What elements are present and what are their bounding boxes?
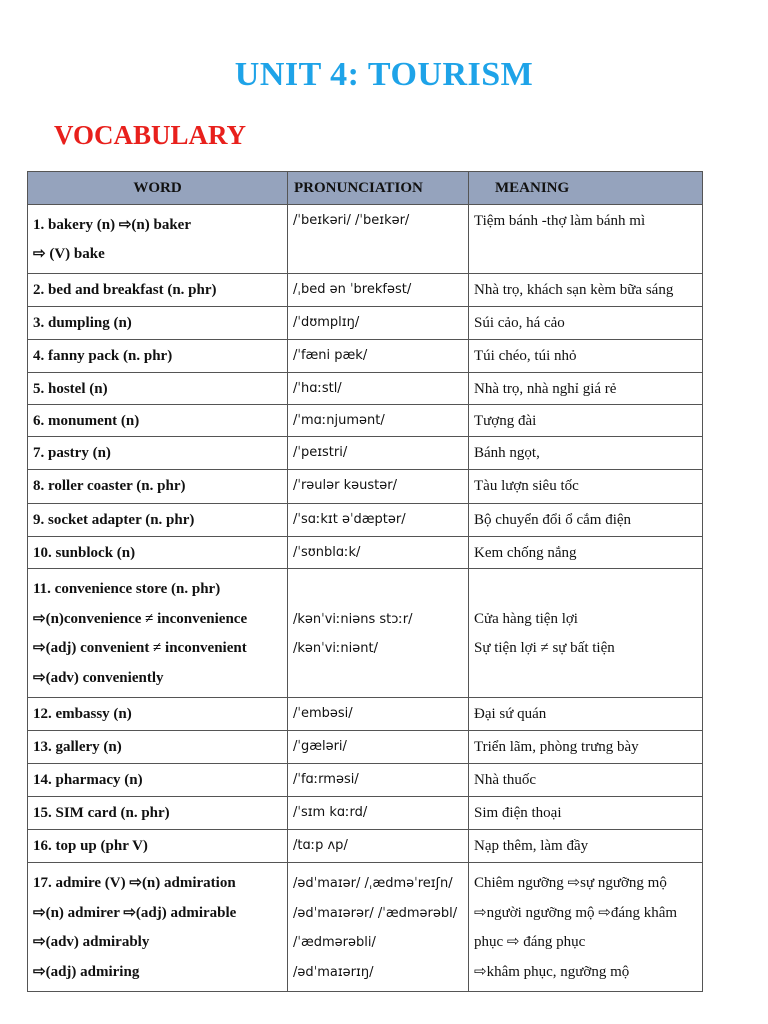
meaning-text: Chiêm ngưỡng ⇨sự ngưỡng mộ [474, 875, 667, 891]
word-text: 3. dumpling (n) [33, 315, 132, 331]
pronunciation-cell [288, 698, 469, 731]
pronunciation-cell [288, 863, 469, 992]
pronunciation-text: /ˌbed ən ˈbrekfəst/ [293, 282, 412, 297]
meaning-text: Cửa hàng tiện lợi [474, 610, 578, 627]
meaning-cell [469, 340, 703, 373]
pronunciation-text: /ˈsʊnblɑːk/ [293, 545, 361, 560]
pronunciation-cell [288, 764, 469, 797]
pronunciation-text: /ˈembəsi/ [293, 706, 353, 721]
vocabulary-table [27, 171, 703, 992]
meaning-cell [469, 698, 703, 731]
table-row [28, 830, 703, 863]
meaning-cell [469, 437, 703, 470]
word-text: ⇨(n) admirer ⇨(adj) admirable [33, 904, 237, 921]
word-cell [28, 764, 288, 797]
pronunciation-text: /ˈpeɪstri/ [293, 445, 348, 460]
meaning-text: Tiệm bánh -thợ làm bánh mì [474, 213, 646, 229]
meaning-cell [469, 764, 703, 797]
meaning-cell [469, 205, 703, 274]
meaning-cell [469, 863, 703, 992]
word-text: ⇨(n)convenience ≠ inconvenience [33, 610, 248, 627]
word-text: 1. bakery (n) ⇨(n) baker [33, 217, 191, 233]
pronunciation-text: /ˈbeɪkəri/ /ˈbeɪkər/ [293, 213, 410, 228]
word-cell [28, 470, 288, 504]
meaning-cell [469, 274, 703, 307]
word-text: 13. gallery (n) [33, 739, 122, 755]
meaning-text: phục ⇨ đáng phục [474, 934, 586, 950]
table-row [28, 373, 703, 405]
pronunciation-text: /ˈædmərəbli/ [293, 935, 376, 950]
pronunciation-cell [288, 537, 469, 569]
pronunciation-text: /kənˈviːniənt/ [293, 641, 378, 656]
word-text: 5. hostel (n) [33, 381, 108, 397]
word-cell [28, 373, 288, 405]
pronunciation-text: /ədˈmaɪərɪŋ/ [293, 964, 374, 980]
meaning-text: Túi chéo, túi nhỏ [474, 348, 577, 364]
table-row [28, 307, 703, 340]
table-row [28, 698, 703, 731]
table-row [28, 731, 703, 764]
section-title: VOCABULARY [54, 120, 247, 150]
pronunciation-cell [288, 437, 469, 470]
pronunciation-text: /ˈhɑːstl/ [293, 381, 342, 396]
pronunciation-cell [288, 205, 469, 274]
word-cell [28, 537, 288, 569]
word-cell [28, 437, 288, 470]
word-cell [28, 340, 288, 373]
pronunciation-text: /kənˈviːniəns stɔːr/ [293, 611, 413, 627]
meaning-text: Nhà thuốc [474, 772, 537, 788]
table-row [28, 205, 703, 274]
word-text: 10. sunblock (n) [33, 545, 136, 561]
word-text: ⇨(adv) admirably [33, 934, 150, 950]
pronunciation-cell [288, 569, 469, 698]
word-cell [28, 405, 288, 437]
word-text: 14. pharmacy (n) [33, 772, 143, 788]
table-row [28, 797, 703, 830]
word-cell [28, 504, 288, 537]
word-text: 7. pastry (n) [33, 445, 111, 461]
pronunciation-text: /ˈdʊmplɪŋ/ [293, 315, 360, 330]
pronunciation-text: /ˈgæləri/ [293, 739, 347, 754]
word-cell [28, 731, 288, 764]
word-cell [28, 307, 288, 340]
table-row [28, 504, 703, 537]
word-text: 11. convenience store (n. phr) [33, 581, 221, 597]
word-text: 12. embassy (n) [33, 706, 132, 722]
column-header-word: WORD [28, 172, 288, 205]
pronunciation-text: /ˈrəulər kəustər/ [293, 478, 397, 493]
meaning-text: ⇨khâm phục, ngưỡng mộ [474, 963, 630, 980]
word-cell [28, 830, 288, 863]
pronunciation-text: /ˈfɑːrməsi/ [293, 772, 359, 787]
pronunciation-cell [288, 274, 469, 307]
vocabulary-table-body [28, 205, 703, 992]
word-text: ⇨(adv) conveniently [33, 669, 164, 686]
table-row [28, 764, 703, 797]
word-cell [28, 274, 288, 307]
pronunciation-text: /ˈsɑːkɪt əˈdæptər/ [293, 512, 406, 527]
meaning-text: Bộ chuyển đổi ổ cắm điện [474, 512, 632, 528]
word-cell [28, 863, 288, 992]
meaning-cell [469, 470, 703, 504]
column-header-meaning: MEANING [469, 172, 703, 205]
meaning-cell [469, 731, 703, 764]
pronunciation-cell [288, 340, 469, 373]
table-row [28, 470, 703, 504]
meaning-cell [469, 537, 703, 569]
word-text: 15. SIM card (n. phr) [33, 805, 170, 821]
meaning-text: Nhà trọ, nhà nghỉ giá rẻ [474, 381, 617, 397]
word-text: 16. top up (phr V) [33, 838, 148, 854]
meaning-cell [469, 830, 703, 863]
table-row [28, 537, 703, 569]
word-text: 17. admire (V) ⇨(n) admiration [33, 875, 236, 891]
meaning-text: Tàu lượn siêu tốc [474, 478, 579, 494]
word-cell [28, 569, 288, 698]
word-text: ⇨(adj) admiring [33, 963, 140, 980]
table-row [28, 340, 703, 373]
word-text: 6. monument (n) [33, 413, 140, 429]
table-row [28, 274, 703, 307]
pronunciation-cell [288, 373, 469, 405]
meaning-cell [469, 307, 703, 340]
meaning-cell [469, 405, 703, 437]
meaning-text: Sim điện thoại [474, 805, 562, 821]
pronunciation-text: /ˈmɑːnjumənt/ [293, 413, 385, 428]
table-row [28, 569, 703, 698]
meaning-cell [469, 373, 703, 405]
word-cell [28, 797, 288, 830]
table-header-row [28, 172, 703, 205]
word-text: 4. fanny pack (n. phr) [33, 348, 173, 364]
meaning-cell [469, 569, 703, 698]
pronunciation-text: /ˈsɪm kɑːrd/ [293, 805, 368, 820]
meaning-text: Đại sứ quán [474, 706, 547, 722]
page-title: UNIT 4: TOURISM [234, 56, 534, 93]
pronunciation-text: /tɑːp ʌp/ [293, 838, 348, 853]
pronunciation-cell [288, 830, 469, 863]
pronunciation-cell [288, 731, 469, 764]
meaning-cell [469, 797, 703, 830]
pronunciation-cell [288, 797, 469, 830]
pronunciation-cell [288, 405, 469, 437]
meaning-text: ⇨người ngưỡng mộ ⇨đáng khâm [474, 904, 678, 921]
word-text: 9. socket adapter (n. phr) [33, 512, 195, 528]
table-row [28, 863, 703, 992]
column-header-pronunciation: PRONUNCIATION [288, 172, 469, 205]
table-row [28, 437, 703, 470]
word-text: 2. bed and breakfast (n. phr) [33, 282, 217, 298]
meaning-text: Súi cảo, há cảo [474, 315, 565, 331]
word-text: 8. roller coaster (n. phr) [33, 478, 186, 494]
meaning-text: Bánh ngọt, [474, 445, 540, 461]
word-text: ⇨ (V) bake [33, 246, 105, 262]
word-cell [28, 698, 288, 731]
table-row [28, 405, 703, 437]
meaning-text: Nhà trọ, khách sạn kèm bữa sáng [474, 282, 674, 298]
meaning-text: Sự tiện lợi ≠ sự bất tiện [474, 640, 615, 656]
meaning-text: Tượng đài [474, 413, 537, 429]
meaning-text: Nạp thêm, làm đầy [474, 838, 589, 854]
pronunciation-cell [288, 470, 469, 504]
word-cell [28, 205, 288, 274]
pronunciation-cell [288, 504, 469, 537]
pronunciation-text: /ədˈmaɪərər/ /ˈædmərəbl/ [293, 905, 458, 921]
meaning-text: Triển lãm, phòng trưng bày [474, 739, 639, 755]
pronunciation-text: /ədˈmaɪər/ /ˌædməˈreɪʃn/ [293, 876, 453, 891]
pronunciation-text: /ˈfæni pæk/ [293, 348, 368, 363]
meaning-cell [469, 504, 703, 537]
pronunciation-cell [288, 307, 469, 340]
meaning-text: Kem chống nắng [474, 545, 577, 561]
word-text: ⇨(adj) convenient ≠ inconvenient [33, 640, 247, 656]
